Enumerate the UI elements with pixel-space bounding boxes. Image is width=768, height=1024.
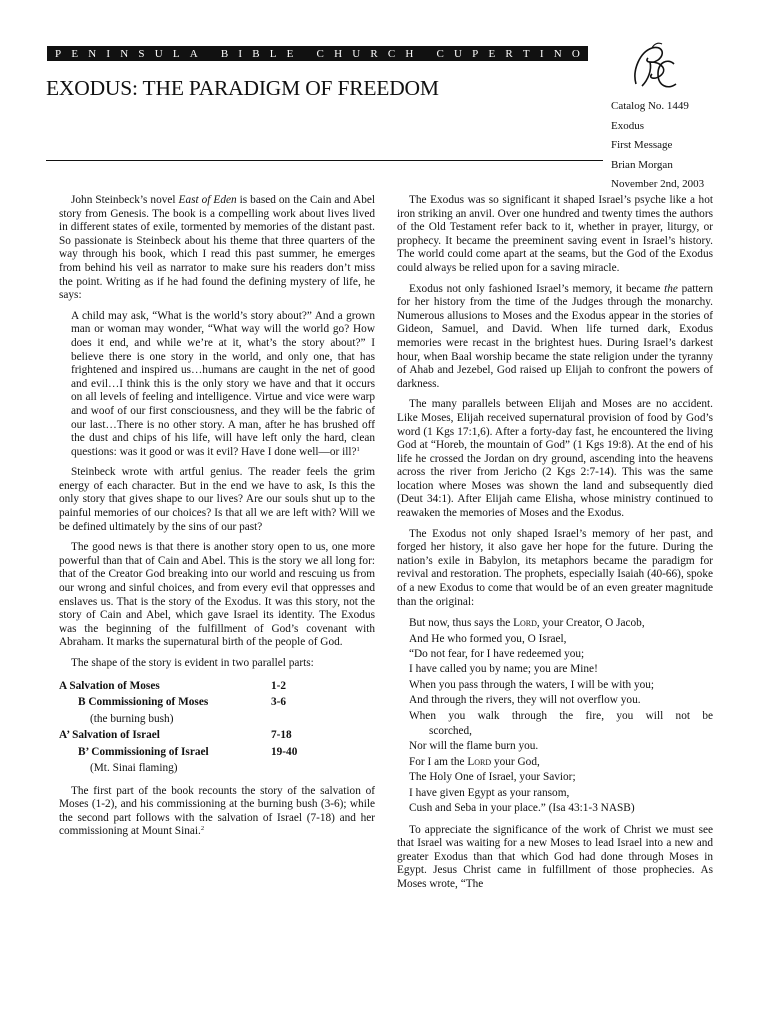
poem-line: Nor will the flame burn you. [409, 740, 539, 753]
paragraph: Steinbeck wrote with artful genius. The reader feels the grim energy of each character. But in the end we have to ask, Is this the only story that gives shape to our lives? Are our souls shut up to the painful memories of our choices? Is that all we are left with? Will we be defined ultimately by the sins of our past? [59, 466, 375, 533]
poem-line: When you pass through the waters, I will be with you; [409, 678, 655, 691]
banner-letter: C [316, 47, 324, 60]
author-name: Brian Morgan [611, 158, 673, 171]
paragraph: Exodus not only fashioned Israel’s memory, it became the pattern for her history from the time of the Judges through the monarchy. Numerous allusions to Moses and the Exodus appear in the stories of Gideon, Samuel, and David. When life turned dark, Exodus memories were recast in the brightest hues. During Israel’s darkest hour, when Baal worship became the state religion under the tyranny of Ahab and Jezebel, God raised up Elijah to confront the powers of darkness. [397, 282, 713, 390]
book-outline [59, 678, 375, 777]
banner-letter: H [405, 47, 414, 60]
banner-letter: B [252, 47, 260, 60]
banner-letter: A [189, 47, 198, 60]
church-logo-icon [622, 40, 680, 98]
poem-line: For I am the Lord your God, [409, 755, 540, 768]
poem-line: I have called you by name; you are Mine! [409, 663, 598, 676]
paragraph: The Exodus was so significant it shaped Israel’s psyche like a hot iron striking an anvil. Over one hundred and twenty times the authors of the Old Testament refer back to it, whether in prayer, liturgy, or prophecy. It became the preeminent saving event in Israel’s history. The world could come apart at the seams, but the God of the Exodus could always be relied upon for a saving miracle. [397, 194, 713, 274]
left-column [59, 194, 375, 846]
banner-letter: P [472, 47, 479, 60]
block-quote: A child may ask, “What is the world’s story about?” And a grown man or woman may wonder, “What way will the world go? How does it end, and while we’re at it, what’s the story about?” I believe there is one story in the world, and only one, that has frightened and inspired us…humans are caught in the net of good and evil…I think this is the only story we have and that it occurs on all levels of feeling and intelligence. Virtue and vice were warp and woof of our first consciousness, and they will be the fabric of our last…There is no other story. A man, after he has brushed off the dust and chips of his life, will have left only the hard, clean questions: was it good or was it evil? Have I done well—or ill?$^1$ [71, 309, 375, 458]
series-name: Exodus [611, 119, 644, 132]
footnote-ref: 2 [200, 825, 205, 833]
banner-letter: U [154, 47, 163, 60]
banner-letter: L [269, 47, 277, 60]
poem-line: “Do not fear, for I have redeemed you; [409, 648, 585, 661]
banner-letter: I [106, 47, 111, 60]
banner-letter: S [138, 47, 145, 60]
banner-letter: R [370, 47, 378, 60]
banner-letter: I [238, 47, 243, 60]
scripture-quote [409, 616, 713, 816]
banner-letter: N [553, 47, 562, 60]
paragraph: To appreciate the significance of the work of Christ we must see that Israel was waiting for a new Moses to lead Israel into a new and greater Exodus than that which God had done through Moses in Egypt. Jesus Christ came in fulfillment of those prophecies. As Moses wrote, “The [397, 823, 713, 890]
church-banner [47, 46, 588, 61]
banner-letter: P [55, 47, 62, 60]
poem-line: But now, thus says the Lord, your Creator, O Jacob, [409, 617, 645, 630]
poem-line: scorched, [429, 725, 472, 738]
poem-line: And He who formed you, O Israel, [409, 632, 567, 645]
paragraph: The shape of the story is evident in two parallel parts: [71, 657, 314, 669]
message-number: First Message [611, 139, 673, 152]
sermon-date: November 2nd, 2003 [611, 178, 705, 191]
banner-letter: E [71, 47, 79, 60]
outline-row: A’ Salvation of Israel 7-18 [59, 729, 292, 742]
catalog-number: Catalog No. 1449 [611, 100, 689, 112]
paragraph: The many parallels between Elijah and Moses are no accident. Like Moses, Elijah received supernatural provision of food by God’s word (1 Kgs 17:1,6). After a forty-day fast, he encountered the living God at “Horeb, the mountain of God” (1 Kgs 19:8). At the end of his life he crossed the Jordan on dry ground, ascending into the heavens across the river from Jericho (2 Kgs 2:7-14). This was the same location where Moses was shown the land and subsequently died (Deut 34:1). After Elijah came Elisha, whose ministry continued to reawaken the memories of Moses and the Exodus. [397, 398, 713, 520]
banner-letter: N [120, 47, 129, 60]
banner-letter: C [436, 47, 444, 60]
banner-letter: I [539, 47, 544, 60]
paragraph: John Steinbeck’s novel East of Eden is based on the Cain and Abel story from Genesis. The book is a compelling work about lives lived in different states of exile, tormented by memories of the distant past. So passionate is Steinbeck about his theme that three quarters of the way through his book, which I read this past summer, he emerges from behind his veil as narrator to make sure his readers don’t miss the point. Writing as if he had found the defining mystery of life, he says: [59, 194, 376, 302]
footnote-ref: 1 [356, 445, 360, 453]
poem-line: When you walk through the fire, you will not be [409, 709, 713, 722]
banner-letter: C [387, 47, 396, 60]
banner-letter: R [505, 47, 513, 60]
outline-row: B’ Commissioning of Israel 19-40 [78, 745, 298, 758]
banner-letter: H [334, 47, 343, 60]
banner-letter: T [522, 47, 530, 60]
banner-letter: O [571, 47, 580, 60]
poem-line: The Holy One of Israel, your Savior; [409, 771, 576, 784]
page-title: EXODUS: THE PARADIGM OF FREEDOM [46, 76, 439, 100]
sermon-metadata [611, 97, 704, 195]
poem-line: Cush and Seba in your place.” (Isa 43:1-3 NASB) [409, 802, 635, 815]
outline-row: (the burning bush) [90, 712, 174, 725]
paragraph: The first part of the book recounts the story of the salvation of Moses (1-2), and his commissioning at the burning bush (3-6); while the second part follows with the salvation of Israel (7-18) and her commissioning at Mount Sinai.$^2$ [59, 784, 375, 838]
outline-row: A Salvation of Moses 1-2 [59, 679, 287, 692]
outline-row: (Mt. Sinai flaming) [90, 762, 178, 775]
banner-letter: E [286, 47, 294, 60]
poem-line: And through the rivers, they will not overflow you. [409, 694, 641, 707]
paragraph: The Exodus not only shaped Israel’s memory of her past, and forged her history, it also gave her hope for the future. During the nation’s exile in Babylon, its metaphors became the paradigm for revival and restoration. The prophets, especially Isaiah (40-66), spoke of a new Exodus to come that would be of an even greater magnitude than the original: [397, 527, 713, 608]
banner-letter: N [88, 47, 97, 60]
banner-letter: E [488, 47, 496, 60]
header-divider [46, 160, 603, 161]
emphasis: the [664, 282, 678, 295]
banner-letter: L [172, 47, 180, 60]
paragraph: The good news is that there is another story open to us, one more powerful than that of Cain and Abel. This is the story we all long for: that of the Creator God breaking into our world and rescuing us from our wrong and sinful choices, and from every evil that oppresses and enslaves us. That is the story of the Exodus. It was this story, not the story of Cain and Abel, which gave Israel its identity. The Exodus was the beginning of the fulfillment of God’s covenant with Abraham. It marks the supernatural birth of the people of God. [59, 541, 375, 649]
right-column [397, 194, 713, 898]
banner-letter: B [220, 47, 229, 60]
book-title: East of Eden [178, 194, 237, 206]
banner-letter: U [352, 47, 361, 60]
outline-row: B Commissioning of Moses 3-6 [78, 696, 287, 709]
banner-letter: U [454, 47, 462, 60]
poem-line: I have given Egypt as your ransom, [409, 786, 570, 799]
